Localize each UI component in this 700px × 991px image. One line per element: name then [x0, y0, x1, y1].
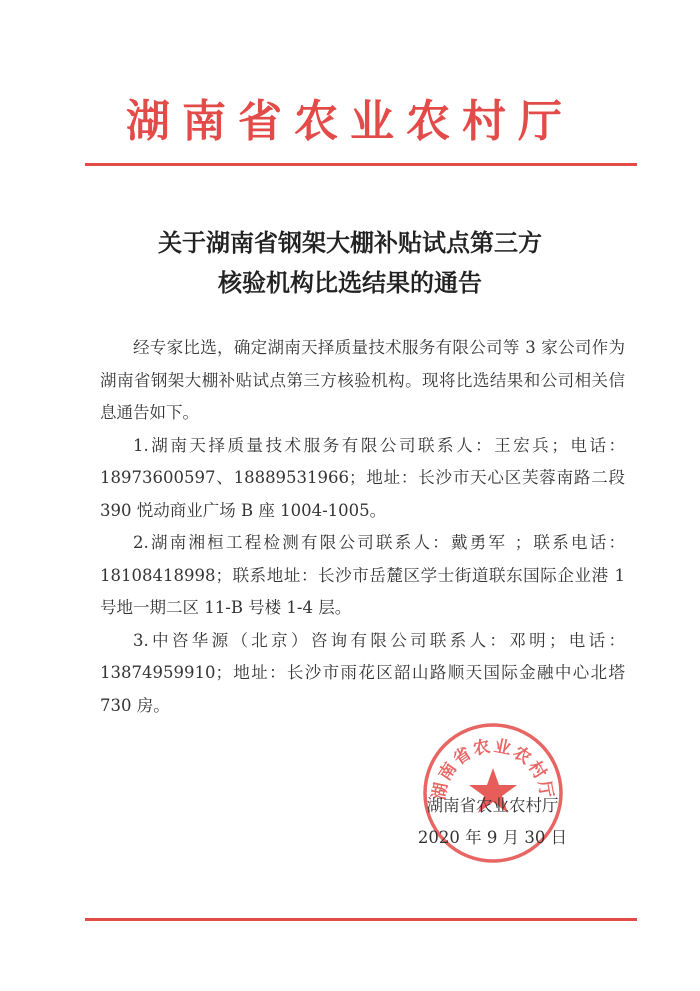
signature-organization: 湖南省农业农村厅	[426, 796, 559, 815]
notice-body	[100, 332, 625, 722]
item-3-paragraph: 3.中咨华源（北京）咨询有限公司联系人：邓明；电话：13874959910；地址：长沙市雨花区韶山路顺天国际金融中心北塔730 房。	[100, 630, 625, 715]
item-2-paragraph: 2.湖南湘桓工程检测有限公司联系人：戴勇军 ；联系电话：18108418998；联系地址：长沙市岳麓区学士街道联东国际企业港 1 号地一期二区 11-B 号楼 1-4 层。	[100, 533, 625, 617]
svg-text:湖南省农业农村厅: 湖南省农业农村厅	[429, 736, 557, 802]
signature-date: 2020 年 9 月 30 日	[417, 828, 568, 847]
signature-block	[405, 790, 580, 854]
notice-title-line2: 核验机构比选结果的通告	[218, 268, 482, 297]
footer-divider	[85, 918, 637, 921]
item-1-paragraph: 1.湖南天择质量技术服务有限公司联系人：王宏兵；电话：18973600597、18889531966；地址：长沙市天心区芙蓉南路二段390 悦动商业广场 B 座 1004-1005。	[100, 435, 625, 520]
notice-title-line1: 关于湖南省钢架大棚补贴试点第三方	[158, 228, 542, 257]
header-divider	[85, 163, 637, 166]
organization-header: 湖南省农业农村厅	[126, 96, 574, 147]
intro-paragraph: 经专家比选，确定湖南天择质量技术服务有限公司等 3 家公司作为湖南省钢架大棚补贴试点第三方核验机构。现将比选结果和公司相关信息通告如下。	[100, 338, 625, 422]
